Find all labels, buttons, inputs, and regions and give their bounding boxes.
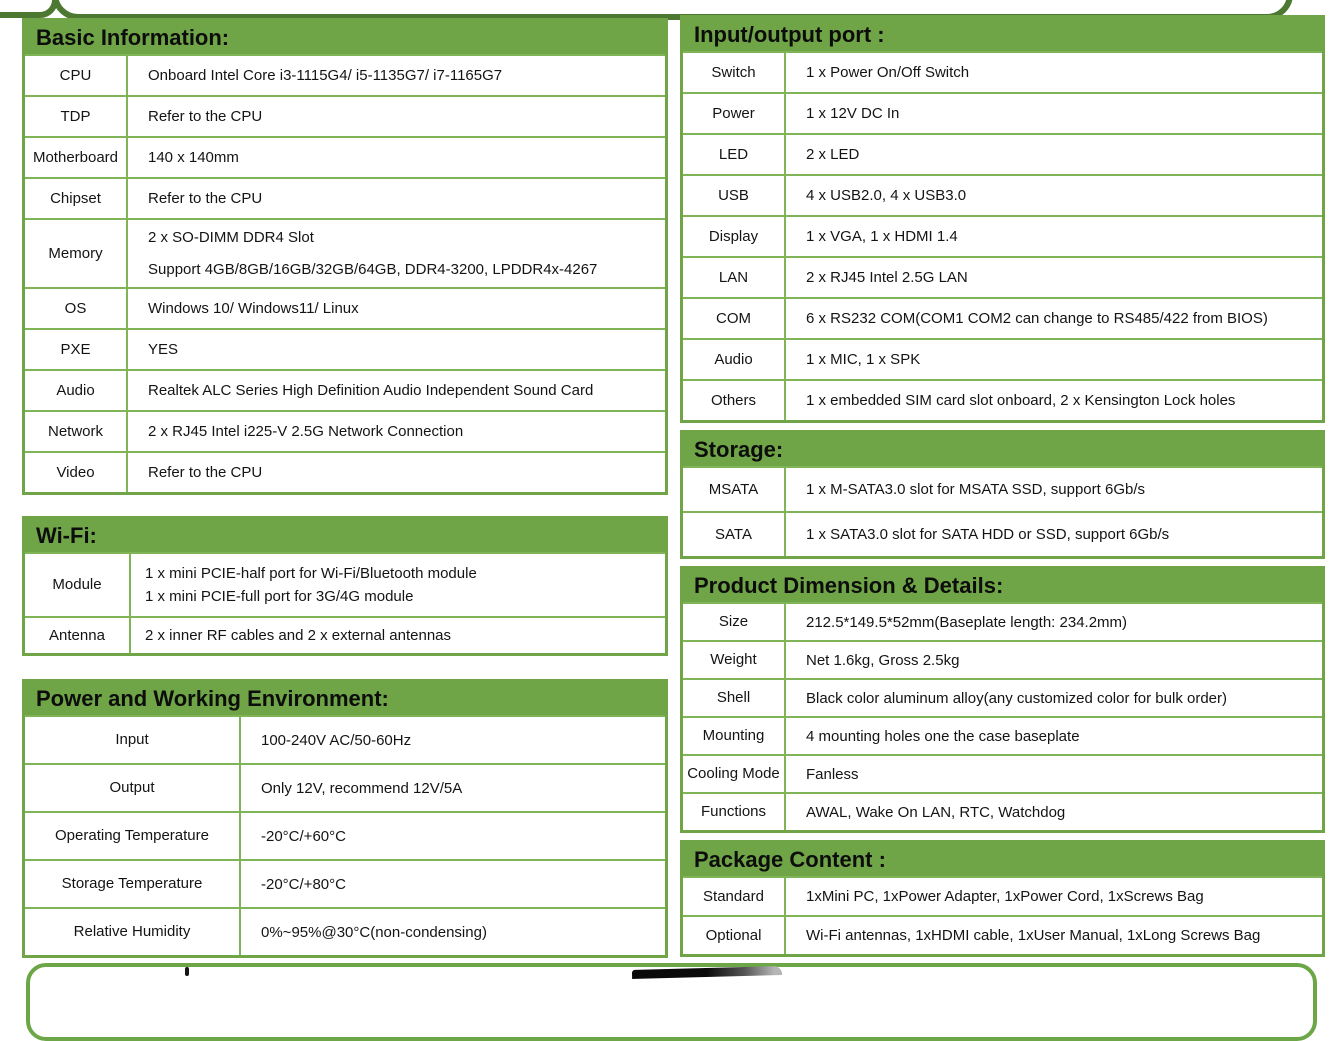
row-label: LAN bbox=[683, 258, 786, 297]
section-basic-information bbox=[22, 18, 668, 495]
table-rows bbox=[683, 602, 1322, 830]
value-line: 2 x RJ45 Intel i225-V 2.5G Network Connection bbox=[148, 423, 464, 440]
section-storage bbox=[680, 430, 1325, 559]
row-value bbox=[786, 878, 1322, 915]
section-header bbox=[683, 433, 1322, 466]
table-row bbox=[683, 678, 1322, 716]
row-label: MSATA bbox=[683, 468, 786, 511]
table-row bbox=[683, 297, 1322, 338]
table-row bbox=[683, 602, 1322, 640]
value-line: Refer to the CPU bbox=[148, 464, 263, 481]
value-line: 0%~95%@30°C(non-condensing) bbox=[261, 923, 487, 941]
table-row bbox=[25, 136, 665, 177]
section-power-working-environment bbox=[22, 679, 668, 958]
row-label: Module bbox=[25, 554, 131, 616]
row-label: Storage Temperature bbox=[25, 861, 241, 907]
table-row bbox=[683, 915, 1322, 954]
value-line: 1 x M-SATA3.0 slot for MSATA SSD, support 6Gb/s bbox=[806, 481, 1146, 498]
row-value bbox=[786, 468, 1322, 511]
section-title: Package Content : bbox=[694, 846, 886, 872]
table-row bbox=[25, 287, 665, 328]
table-row bbox=[683, 640, 1322, 678]
table-row bbox=[25, 616, 665, 653]
row-label: Others bbox=[683, 381, 786, 420]
row-value bbox=[128, 220, 665, 287]
section-input-output-port bbox=[680, 15, 1325, 423]
section-product-dimension-details bbox=[680, 566, 1325, 833]
value-line: 212.5*149.5*52mm(Baseplate length: 234.2mm) bbox=[806, 613, 1128, 631]
row-value bbox=[786, 176, 1322, 215]
section-header bbox=[683, 843, 1322, 876]
row-value bbox=[786, 217, 1322, 256]
row-label: Chipset bbox=[25, 179, 128, 218]
value-line: Onboard Intel Core i3-1115G4/ i5-1135G7/ i7-1165G7 bbox=[148, 67, 503, 84]
row-label: Switch bbox=[683, 53, 786, 92]
row-label: TDP bbox=[25, 97, 128, 136]
row-label: Input bbox=[25, 717, 241, 763]
table-row bbox=[683, 792, 1322, 830]
row-value bbox=[241, 909, 665, 955]
section-title: Input/output port : bbox=[694, 21, 885, 47]
row-label: Power bbox=[683, 94, 786, 133]
row-value bbox=[786, 756, 1322, 792]
row-value bbox=[128, 453, 665, 492]
table-rows bbox=[25, 715, 665, 955]
table-rows bbox=[683, 51, 1322, 420]
value-line: 2 x SO-DIMM DDR4 Slot bbox=[148, 229, 314, 246]
section-header bbox=[25, 682, 665, 715]
table-row bbox=[683, 754, 1322, 792]
row-label: CPU bbox=[25, 56, 128, 95]
section-title: Product Dimension & Details: bbox=[694, 572, 1004, 598]
table-row bbox=[25, 54, 665, 95]
table-row bbox=[683, 338, 1322, 379]
row-value bbox=[128, 371, 665, 410]
row-value bbox=[128, 97, 665, 136]
row-label: Standard bbox=[683, 878, 786, 915]
row-value bbox=[241, 717, 665, 763]
value-line: 6 x RS232 COM(COM1 COM2 can change to RS485/422 from BIOS) bbox=[806, 310, 1268, 327]
row-value bbox=[131, 618, 665, 653]
value-line: 1 x mini PCIE-half port for Wi-Fi/Bluetooth module bbox=[145, 565, 477, 582]
table-row bbox=[683, 379, 1322, 420]
value-line: AWAL, Wake On LAN, RTC, Watchdog bbox=[806, 803, 1066, 821]
table-row bbox=[683, 92, 1322, 133]
table-row bbox=[25, 451, 665, 492]
value-line: Refer to the CPU bbox=[148, 190, 263, 207]
value-line: Refer to the CPU bbox=[148, 108, 263, 125]
row-label: Optional bbox=[683, 917, 786, 954]
table-row bbox=[25, 763, 665, 811]
table-row bbox=[25, 328, 665, 369]
row-label: SATA bbox=[683, 513, 786, 556]
row-value bbox=[128, 289, 665, 328]
row-value bbox=[241, 765, 665, 811]
section-title: Wi-Fi: bbox=[36, 522, 97, 548]
value-line: 1 x SATA3.0 slot for SATA HDD or SSD, support 6Gb/s bbox=[806, 526, 1170, 543]
row-value bbox=[241, 813, 665, 859]
row-label: OS bbox=[25, 289, 128, 328]
value-line: YES bbox=[148, 341, 179, 358]
section-title: Power and Working Environment: bbox=[36, 685, 389, 711]
row-label: Operating Temperature bbox=[25, 813, 241, 859]
value-line: 1xMini PC, 1xPower Adapter, 1xPower Cord, 1xScrews Bag bbox=[806, 888, 1204, 905]
table-rows bbox=[683, 876, 1322, 954]
table-row bbox=[683, 256, 1322, 297]
table-row bbox=[25, 552, 665, 616]
row-value bbox=[786, 718, 1322, 754]
table-rows bbox=[683, 466, 1322, 556]
row-value bbox=[128, 138, 665, 177]
section-header bbox=[683, 569, 1322, 602]
row-label: Shell bbox=[683, 680, 786, 716]
row-value bbox=[128, 412, 665, 451]
row-value bbox=[786, 299, 1322, 338]
value-line: Wi-Fi antennas, 1xHDMI cable, 1xUser Manual, 1xLong Screws Bag bbox=[806, 927, 1261, 944]
row-value bbox=[786, 917, 1322, 954]
value-line: 2 x RJ45 Intel 2.5G LAN bbox=[806, 269, 968, 286]
row-label: Audio bbox=[25, 371, 128, 410]
value-line: 1 x 12V DC In bbox=[806, 105, 900, 122]
section-title: Storage: bbox=[694, 436, 784, 462]
value-line: 2 x LED bbox=[806, 146, 860, 163]
table-row bbox=[25, 95, 665, 136]
section-header bbox=[25, 519, 665, 552]
row-label: Functions bbox=[683, 794, 786, 830]
row-label: Audio bbox=[683, 340, 786, 379]
row-label: Mounting bbox=[683, 718, 786, 754]
table-row bbox=[25, 859, 665, 907]
row-label: Network bbox=[25, 412, 128, 451]
top-frame-left-fragment bbox=[0, 0, 58, 18]
value-line: 4 mounting holes one the case baseplate bbox=[806, 727, 1080, 745]
row-value bbox=[241, 861, 665, 907]
row-label: LED bbox=[683, 135, 786, 174]
table-row bbox=[25, 177, 665, 218]
row-value bbox=[128, 56, 665, 95]
row-label: Video bbox=[25, 453, 128, 492]
value-line: 140 x 140mm bbox=[148, 149, 239, 166]
row-label: Display bbox=[683, 217, 786, 256]
row-value bbox=[786, 604, 1322, 640]
row-label: PXE bbox=[25, 330, 128, 369]
table-row bbox=[683, 215, 1322, 256]
row-value bbox=[786, 680, 1322, 716]
table-row bbox=[25, 907, 665, 955]
value-line: 1 x Power On/Off Switch bbox=[806, 64, 970, 81]
row-label: Cooling Mode bbox=[683, 756, 786, 792]
row-label: USB bbox=[683, 176, 786, 215]
row-value bbox=[786, 794, 1322, 830]
value-line: Support 4GB/8GB/16GB/32GB/64GB, DDR4-3200, LPDDR4x-4267 bbox=[148, 261, 598, 278]
row-value bbox=[128, 179, 665, 218]
value-line: Windows 10/ Windows11/ Linux bbox=[148, 300, 359, 317]
value-line: 4 x USB2.0, 4 x USB3.0 bbox=[806, 187, 967, 204]
value-line: 1 x mini PCIE-full port for 3G/4G module bbox=[145, 588, 414, 605]
table-row bbox=[683, 466, 1322, 511]
table-row bbox=[25, 715, 665, 763]
table-rows bbox=[25, 54, 665, 492]
value-line: Realtek ALC Series High Definition Audio Independent Sound Card bbox=[148, 382, 594, 399]
value-line: 1 x embedded SIM card slot onboard, 2 x Kensington Lock holes bbox=[806, 392, 1236, 409]
table-row bbox=[683, 51, 1322, 92]
row-value bbox=[786, 94, 1322, 133]
section-header bbox=[25, 21, 665, 54]
value-line: 1 x MIC, 1 x SPK bbox=[806, 351, 921, 368]
value-line: Fanless bbox=[806, 765, 859, 783]
value-line: 2 x inner RF cables and 2 x external antennas bbox=[145, 627, 452, 644]
row-label: COM bbox=[683, 299, 786, 338]
table-row bbox=[25, 369, 665, 410]
value-line: -20°C/+60°C bbox=[261, 827, 346, 845]
row-value bbox=[786, 513, 1322, 556]
row-label: Relative Humidity bbox=[25, 909, 241, 955]
row-label: Weight bbox=[683, 642, 786, 678]
section-wifi bbox=[22, 516, 668, 656]
row-label: Motherboard bbox=[25, 138, 128, 177]
row-label: Memory bbox=[25, 220, 128, 287]
row-value bbox=[128, 330, 665, 369]
value-line: 1 x VGA, 1 x HDMI 1.4 bbox=[806, 228, 958, 245]
row-value bbox=[786, 642, 1322, 678]
section-package-content bbox=[680, 840, 1325, 957]
section-header bbox=[683, 18, 1322, 51]
row-label: Output bbox=[25, 765, 241, 811]
table-rows bbox=[25, 552, 665, 653]
value-line: Black color aluminum alloy(any customized color for bulk order) bbox=[806, 689, 1227, 707]
value-line: Net 1.6kg, Gross 2.5kg bbox=[806, 651, 960, 669]
row-value bbox=[786, 258, 1322, 297]
row-label: Antenna bbox=[25, 618, 131, 653]
table-row bbox=[25, 811, 665, 859]
table-row bbox=[683, 716, 1322, 754]
value-line: Only 12V, recommend 12V/5A bbox=[261, 779, 463, 797]
table-row bbox=[683, 174, 1322, 215]
row-value bbox=[786, 53, 1322, 92]
row-value bbox=[786, 135, 1322, 174]
row-label: Size bbox=[683, 604, 786, 640]
table-row bbox=[683, 511, 1322, 556]
row-value bbox=[786, 340, 1322, 379]
row-value bbox=[786, 381, 1322, 420]
table-row bbox=[25, 410, 665, 451]
table-row bbox=[683, 876, 1322, 915]
section-title: Basic Information: bbox=[36, 24, 230, 50]
value-line: -20°C/+80°C bbox=[261, 875, 346, 893]
value-line: 100-240V AC/50-60Hz bbox=[261, 731, 412, 749]
table-row bbox=[683, 133, 1322, 174]
row-value bbox=[131, 554, 665, 616]
table-row bbox=[25, 218, 665, 287]
